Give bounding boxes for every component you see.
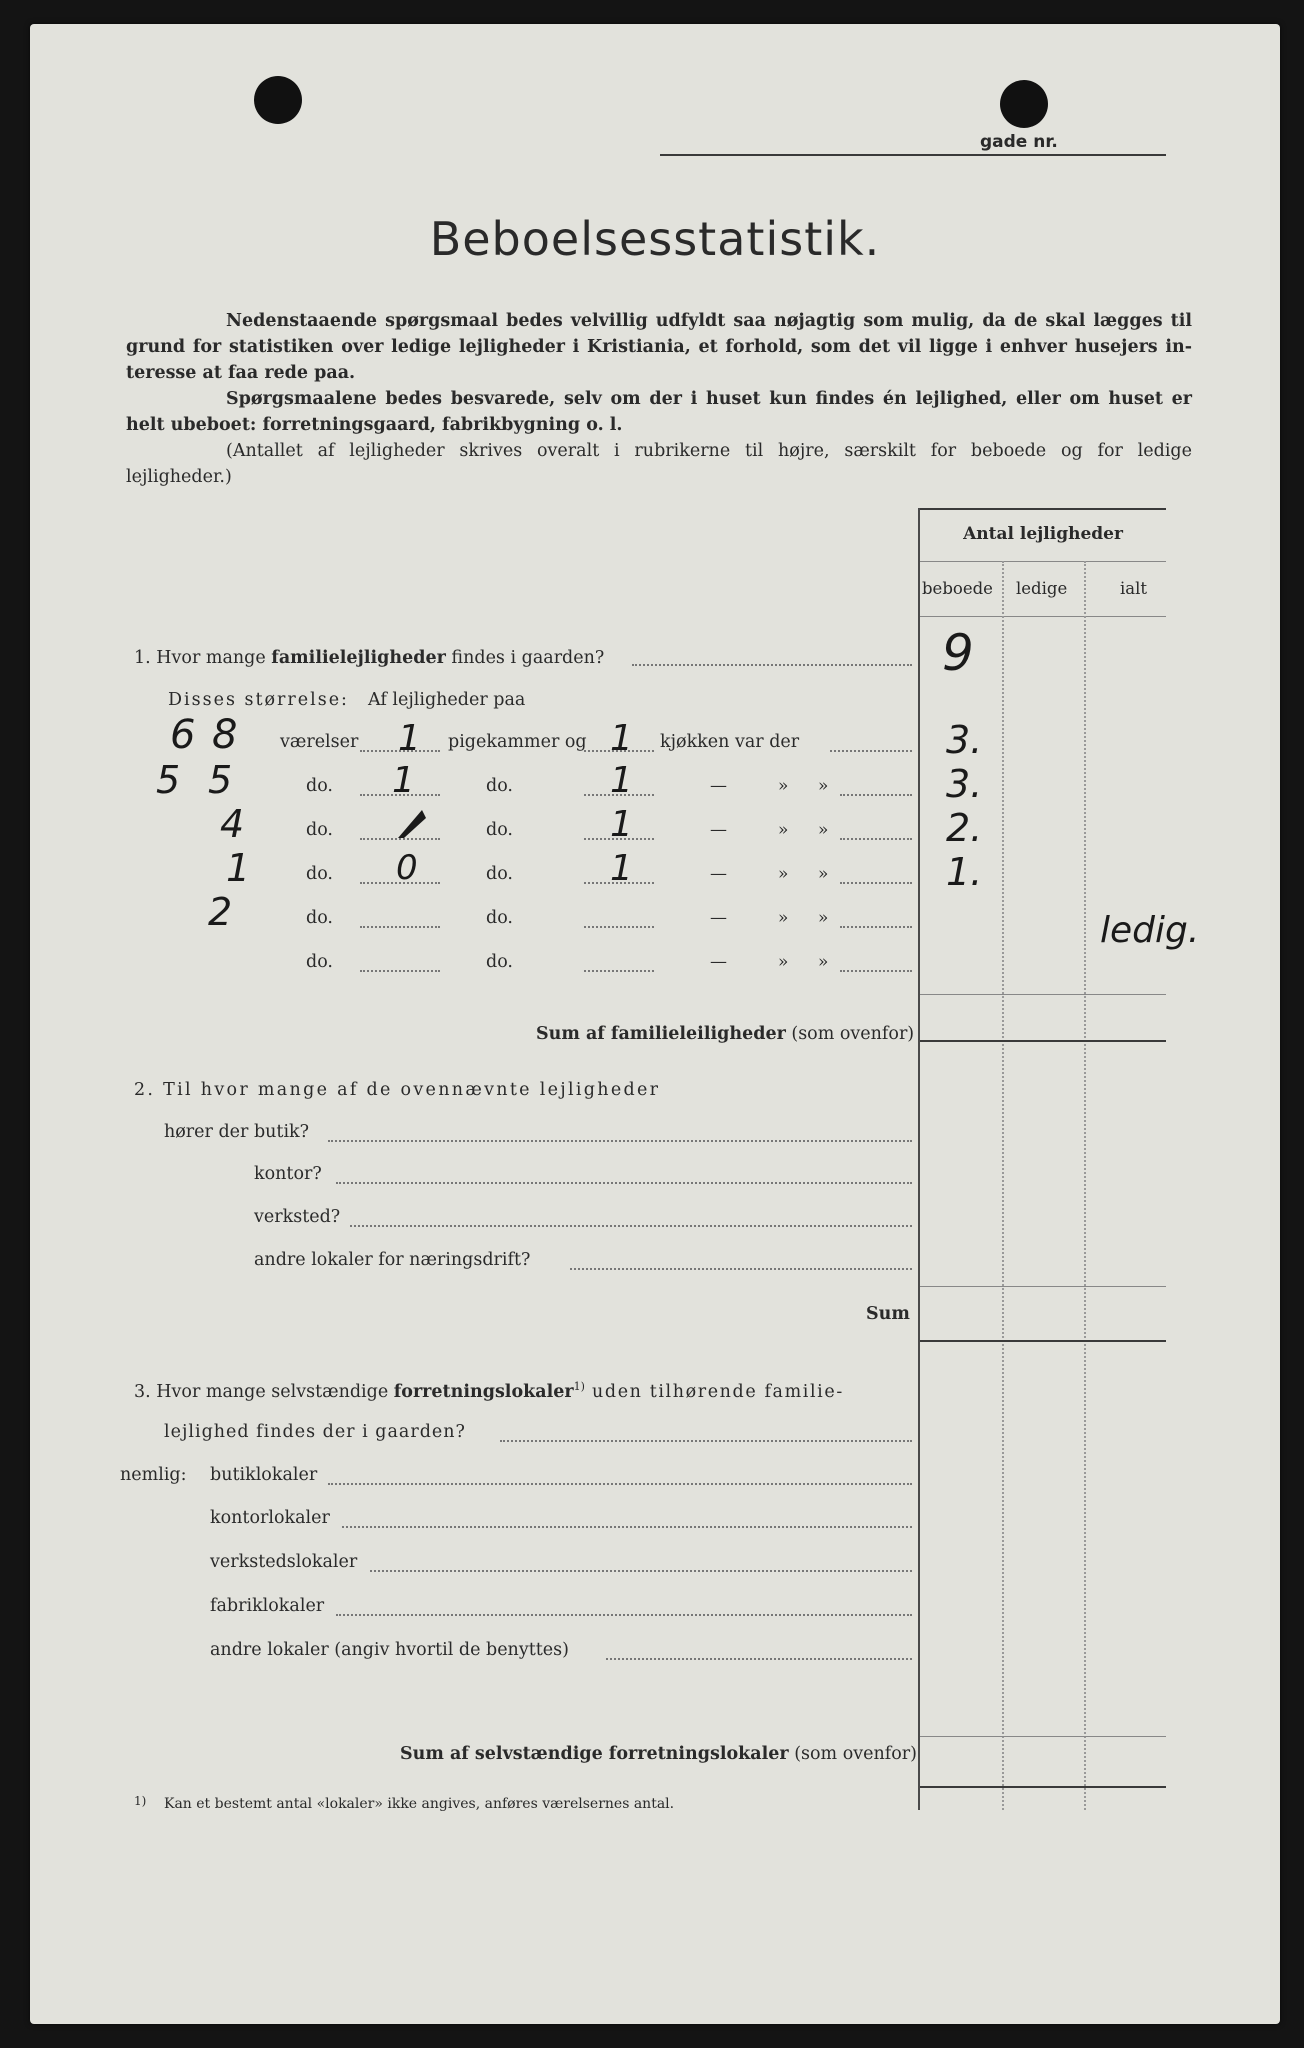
- q1-sum-bold: Sum af familieleiligheder: [536, 1024, 786, 1044]
- hw-rooms: 1: [226, 846, 251, 890]
- q1-sum-post: (som ovenfor): [785, 1024, 915, 1044]
- leader-dots: [840, 794, 912, 796]
- q3-pre: 3. Hvor mange selvstændige: [134, 1381, 394, 1402]
- q3-line2: lejlighed findes der i gaarden?: [164, 1422, 466, 1442]
- hw-kjokken: 1: [610, 718, 633, 759]
- hw-kjokken: 1: [610, 804, 633, 845]
- hw-count-beboede: 2.: [946, 806, 983, 850]
- ditto-quote: »: [818, 952, 829, 972]
- ditto-dash: —: [710, 820, 727, 840]
- word-do: do.: [306, 952, 333, 972]
- ditto-quote: »: [818, 776, 829, 796]
- af-label: Af lejligheder paa: [368, 690, 526, 710]
- sum-row-top: [920, 994, 1166, 995]
- punch-hole-right: [1000, 80, 1048, 128]
- leader-dots: [328, 1483, 912, 1485]
- intro-line: Spørgsmaalene bedes besvarede, selv om der i huset kun findes én lejlighed, eller om huset er: [226, 389, 1192, 409]
- q1-pre: 1. Hvor mange: [134, 648, 272, 668]
- footnote-text: Kan et bestemt antal «lokaler» ikke angives, anføres værelsernes antal.: [164, 1796, 675, 1812]
- ditto-quote: »: [818, 908, 829, 928]
- intro-line: lejligheder.): [126, 467, 232, 487]
- intro-text: [126, 308, 1192, 490]
- leader-dots: [500, 1440, 912, 1442]
- hw-pigekammer: 1: [392, 760, 415, 801]
- word-do: do.: [486, 908, 513, 928]
- hw-rooms: 4: [220, 802, 245, 846]
- hw-count-beboede: 1.: [946, 850, 983, 894]
- word-do: do.: [306, 864, 333, 884]
- ditto-quote: »: [778, 864, 789, 884]
- leader-dots: [342, 1526, 912, 1528]
- ditto-dash: —: [710, 776, 727, 796]
- q1-sum: [536, 1024, 914, 1044]
- table-left-border: [918, 508, 920, 1810]
- q3-sum-bold: Sum af selvstændige forretningslokaler: [400, 1744, 789, 1764]
- q2-sum-rule: [920, 1340, 1166, 1342]
- leader-dots: [336, 1182, 912, 1184]
- leader-dots: [336, 1614, 912, 1616]
- table-col-divider: [1084, 561, 1086, 1810]
- sum-row-top: [920, 1736, 1166, 1737]
- sum-row-top: [920, 1286, 1166, 1287]
- q3-item: kontorlokaler: [210, 1508, 330, 1528]
- leader-dots: [370, 1570, 912, 1572]
- hw-rooms: 6: [170, 712, 196, 758]
- q2-andre: andre lokaler for næringsdrift?: [254, 1250, 531, 1270]
- hw-pigekammer: 1: [398, 718, 421, 759]
- leader-dots: [328, 1140, 912, 1142]
- hw-ledig-note: ledig.: [1100, 910, 1200, 951]
- footnote-mark: 1): [134, 1794, 147, 1808]
- col-header-ledige: ledige: [1016, 579, 1068, 598]
- leader-dots: [360, 970, 440, 972]
- leader-dots: [840, 882, 912, 884]
- q3-question: [134, 1380, 844, 1402]
- col-header-beboede: beboede: [922, 579, 993, 598]
- form-paper: [30, 24, 1280, 2024]
- q1-sum-rule: [920, 1040, 1166, 1042]
- q3-bold: forretningslokaler: [393, 1381, 574, 1402]
- q3-item: fabriklokaler: [210, 1596, 325, 1616]
- q2-butik: hører der butik?: [164, 1122, 310, 1142]
- word-do: do.: [306, 820, 333, 840]
- ditto-quote: »: [778, 952, 789, 972]
- q1-answer-beboede: 9: [942, 624, 974, 682]
- table-header-bottom: [920, 616, 1166, 617]
- table-subheader-rule: [920, 561, 1166, 562]
- table-top-rule: [920, 508, 1166, 510]
- leader-dots: [830, 750, 912, 752]
- intro-line: teresse at faa rede paa.: [126, 363, 356, 383]
- ditto-quote: »: [778, 820, 789, 840]
- intro-line: grund for statistiken over ledige lejligheder i Kristiania, et forhold, som det vil ligge i enhver husejers in-: [126, 337, 1192, 357]
- leader-dots: [584, 926, 654, 928]
- q3-post: uden tilhørende familie-: [584, 1381, 844, 1402]
- q2-kontor: kontor?: [254, 1164, 322, 1184]
- ditto-quote: »: [778, 776, 789, 796]
- q1-post: findes i gaarden?: [445, 648, 605, 668]
- ditto-quote: »: [778, 908, 789, 928]
- col-header-ialt: ialt: [1120, 579, 1148, 598]
- gade-nr-line: [660, 154, 1166, 156]
- leader-dots: [570, 1268, 912, 1270]
- q3-item: butiklokaler: [210, 1465, 318, 1485]
- hw-kjokken: 1: [610, 760, 633, 801]
- q3-sum-rule: [920, 1786, 1166, 1788]
- q1-question: [134, 648, 604, 668]
- gade-nr-label: gade nr.: [980, 132, 1058, 152]
- ditto-dash: —: [710, 952, 727, 972]
- hw-pigekammer-scribble: [392, 804, 432, 844]
- word-do: do.: [486, 952, 513, 972]
- ditto-quote: »: [818, 820, 829, 840]
- word-do: do.: [306, 908, 333, 928]
- intro-line: Nedenstaaende spørgsmaal bedes velvillig udfyldt saa nøjagtig som mulig, da de skal lægges til: [226, 311, 1192, 331]
- q2-question: 2. Til hvor mange af de ovennævnte lejligheder: [134, 1080, 661, 1100]
- intro-line: (Antallet af lejligheder skrives overalt i rubrikerne til højre, særskilt for beboede og for ledige: [226, 441, 1192, 461]
- ditto-quote: »: [818, 864, 829, 884]
- q3-footnote-ref: 1): [573, 1380, 585, 1393]
- hw-rooms: 2: [208, 890, 233, 934]
- leader-dots: [606, 1658, 912, 1660]
- leader-dots: [632, 664, 912, 666]
- intro-line: helt ubeboet: forretningsgaard, fabrikbygning o. l.: [126, 415, 623, 435]
- word-do: do.: [486, 820, 513, 840]
- hw-kjokken: 1: [610, 848, 633, 889]
- word-vaerelser: værelser: [280, 732, 359, 752]
- hw-rooms-overwrite: 8: [212, 712, 238, 758]
- hw-rooms: 5: [156, 758, 181, 802]
- q1-bold: familielejligheder: [271, 648, 446, 668]
- scribble-mark: [392, 804, 432, 844]
- word-do: do.: [306, 776, 333, 796]
- word-do: do.: [486, 864, 513, 884]
- leader-dots: [840, 838, 912, 840]
- q3-nemlig: nemlig:: [120, 1465, 187, 1485]
- leader-dots: [350, 1225, 912, 1227]
- leader-dots: [584, 970, 654, 972]
- q2-sum: Sum: [866, 1304, 910, 1324]
- word-pigekammer: pigekammer og: [448, 732, 587, 752]
- table-col-divider: [1002, 561, 1004, 1810]
- ditto-dash: —: [710, 908, 727, 928]
- q2-verksted: verksted?: [254, 1207, 341, 1227]
- page-title: Beboelsesstatistik.: [429, 212, 881, 266]
- q3-sum-post: (som ovenfor): [788, 1744, 917, 1764]
- leader-dots: [360, 926, 440, 928]
- q3-sum: [400, 1744, 917, 1764]
- punch-hole-left: [254, 76, 302, 124]
- size-label: Disses størrelse:: [168, 690, 349, 710]
- leader-dots: [840, 926, 912, 928]
- q3-item: verkstedslokaler: [210, 1552, 358, 1572]
- table-group-header: Antal lejligheder: [963, 524, 1123, 544]
- hw-pigekammer: 0: [396, 848, 418, 888]
- leader-dots: [840, 970, 912, 972]
- ditto-dash: —: [710, 864, 727, 884]
- word-do: do.: [486, 776, 513, 796]
- q3-item: andre lokaler (angiv hvortil de benyttes): [210, 1640, 569, 1660]
- hw-count-beboede: 3.: [946, 762, 983, 806]
- hw-count-beboede: 3.: [946, 718, 983, 762]
- word-kjokken: kjøkken var der: [660, 732, 800, 752]
- hw-rooms-overwrite: 5: [208, 758, 233, 802]
